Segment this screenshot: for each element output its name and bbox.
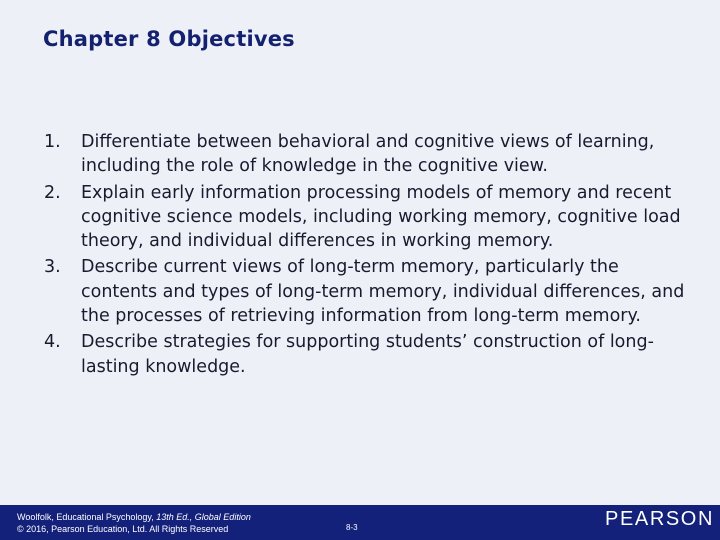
objectives-list xyxy=(44,130,694,381)
objective-item xyxy=(44,255,694,328)
slide-title: Chapter 8 Objectives xyxy=(43,27,295,51)
objective-number: 4. xyxy=(44,332,61,353)
objective-item xyxy=(44,181,694,254)
footer-book-author: Woolfolk, Educational Psychology, xyxy=(17,512,154,522)
objective-number: 1. xyxy=(44,132,61,152)
slide-number: 8-3 xyxy=(346,523,358,532)
footer-edition: 13th Ed., Global Edition xyxy=(156,512,251,522)
objective-item xyxy=(44,130,694,179)
objective-item xyxy=(44,330,694,379)
footer-citation xyxy=(17,511,251,535)
objective-number: 2. xyxy=(44,182,61,203)
objective-text: Describe strategies for supporting students’ construction of long-lasting knowledge. xyxy=(81,332,654,377)
objective-number: 3. xyxy=(44,257,61,278)
objective-text: Describe current views of long-term memory, particularly the contents and types of long-term memory, individual differences, and the processes of retrieving information from long-term memory. xyxy=(81,257,685,327)
footer-copyright: © 2016, Pearson Education, Ltd. All Rights Reserved xyxy=(17,524,229,534)
objective-text: Differentiate between behavioral and cognitive views of learning, including the role of knowledge in the cognitive view. xyxy=(81,132,655,177)
pearson-logo: PEARSON xyxy=(605,508,715,530)
objective-text: Explain early information processing models of memory and recent cognitive science models, including working memory, cognitive load theory, and individual differences in working memory. xyxy=(81,182,681,252)
